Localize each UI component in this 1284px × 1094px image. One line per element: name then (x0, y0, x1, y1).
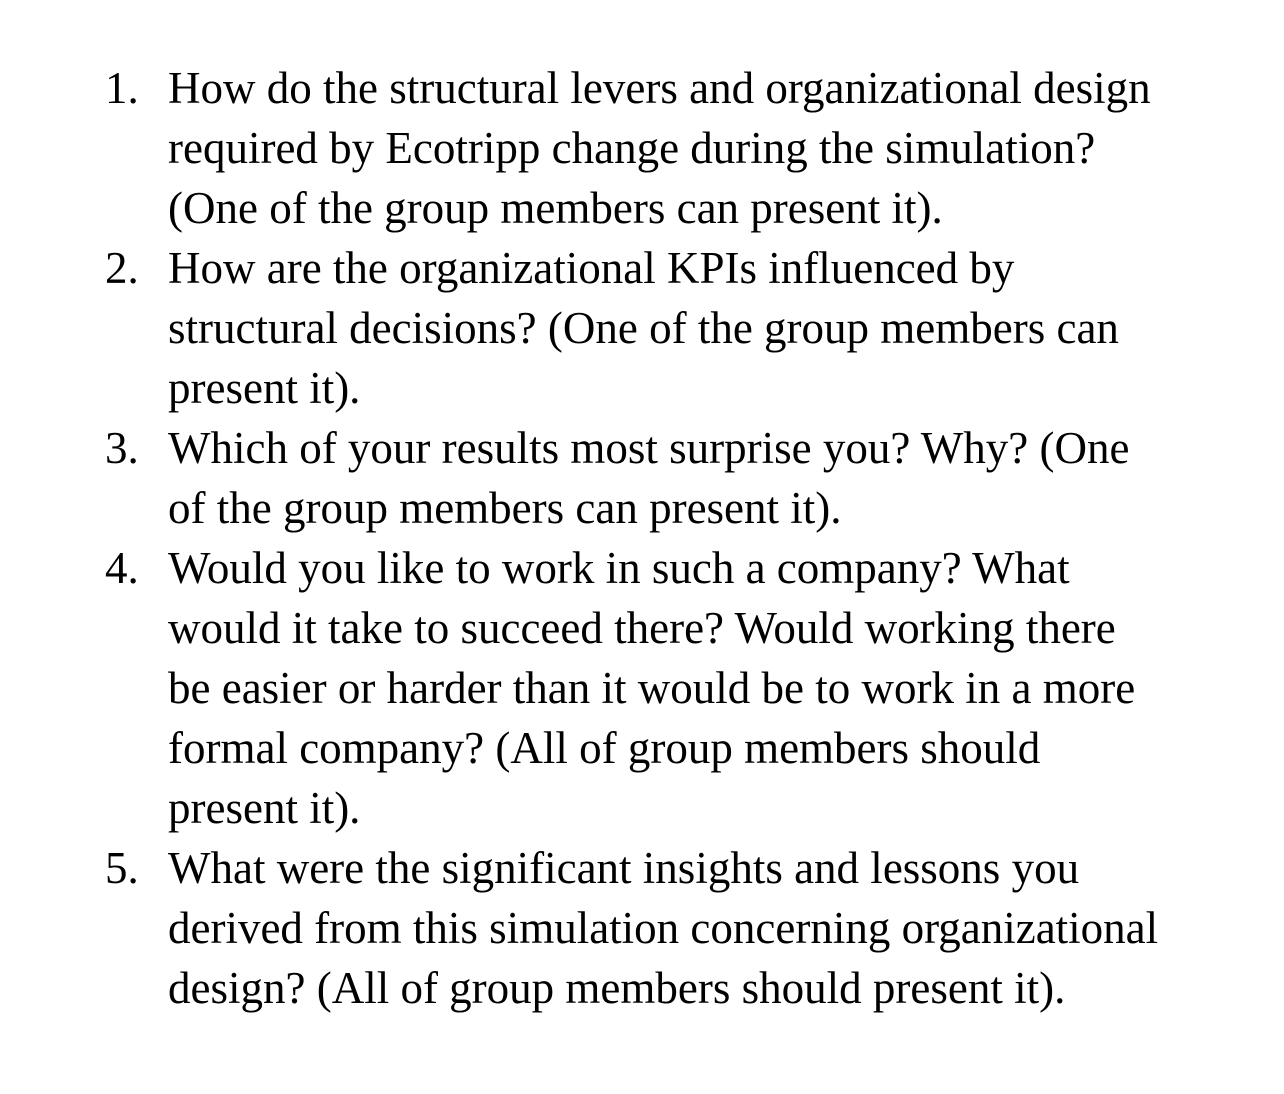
question-number: 1. (105, 63, 139, 113)
question-line: derived from this simulation concerning organizational (168, 903, 1159, 953)
question-line: of the group members can present it). (168, 483, 842, 533)
question-text (168, 838, 1238, 1018)
question-text (168, 58, 1238, 238)
question-number: 5. (105, 843, 139, 893)
question-line: would it take to succeed there? Would working there (168, 603, 1116, 653)
question-list (0, 58, 1284, 1018)
question-number: 3. (105, 423, 139, 473)
question-item-2 (0, 238, 1284, 418)
question-item-1 (0, 58, 1284, 238)
document-body (0, 58, 1284, 1018)
question-item-3 (0, 418, 1284, 538)
question-line: present it). (168, 363, 361, 413)
question-line: formal company? (All of group members should (168, 723, 1041, 773)
question-line: be easier or harder than it would be to work in a more (168, 663, 1136, 713)
question-line: structural decisions? (One of the group members can (168, 303, 1119, 353)
question-line: required by Ecotripp change during the simulation? (168, 123, 1096, 173)
question-text (168, 418, 1238, 538)
question-text (168, 238, 1238, 418)
question-line: Would you like to work in such a company? What (168, 543, 1070, 593)
question-item-5 (0, 838, 1284, 1018)
question-line: How do the structural levers and organizational design (168, 63, 1151, 113)
question-text (168, 538, 1238, 838)
question-number: 4. (105, 543, 139, 593)
question-line: What were the significant insights and lessons you (168, 843, 1080, 893)
question-line: present it). (168, 783, 361, 833)
question-line: How are the organizational KPIs influenced by (168, 243, 1015, 293)
question-line: Which of your results most surprise you? Why? (One (168, 423, 1130, 473)
question-line: (One of the group members can present it). (168, 183, 943, 233)
question-line: design? (All of group members should present it). (168, 963, 1066, 1013)
question-number: 2. (105, 243, 139, 293)
question-item-4 (0, 538, 1284, 838)
